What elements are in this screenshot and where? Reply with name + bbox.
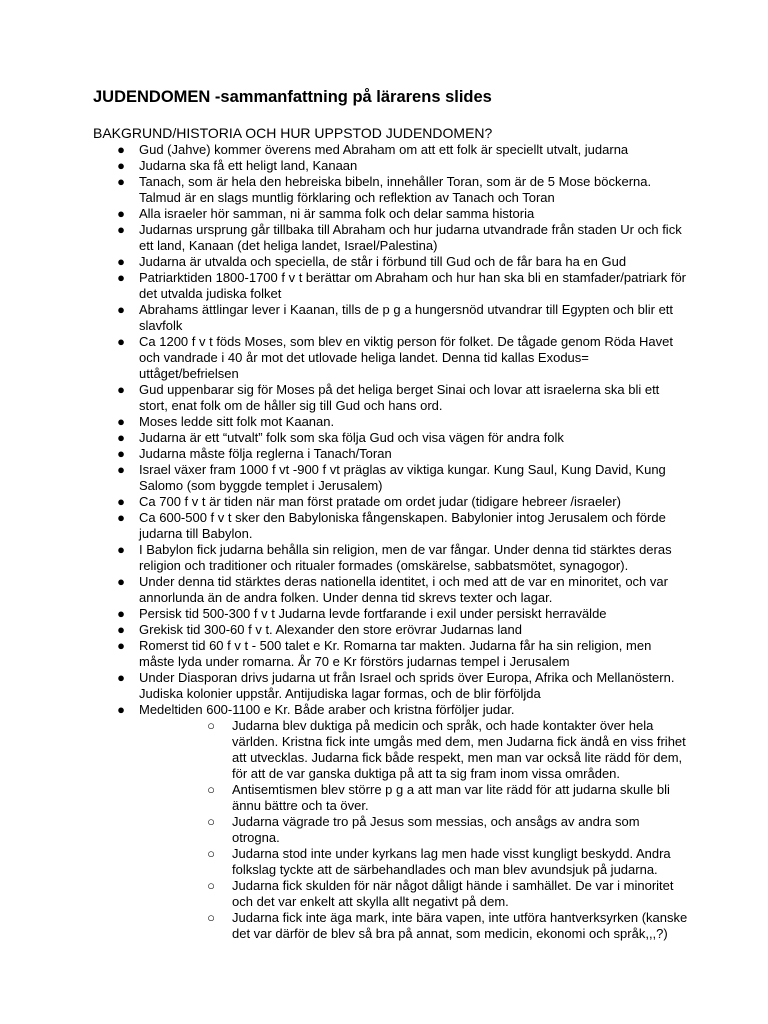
circle-bullet-icon: ○ bbox=[207, 782, 215, 797]
bullet-icon: ● bbox=[117, 334, 125, 349]
list-item bbox=[93, 494, 688, 510]
list-item-text: Gud (Jahve) kommer överens med Abraham om att ett folk är speciellt utvalt, judarna bbox=[139, 142, 629, 157]
list-item bbox=[93, 462, 688, 494]
sub-list-item-text: Judarna stod inte under kyrkans lag men hade visst kungligt beskydd. Andra folkslag tyckte att de särbehandlades och man blev avundsjuk på judarna. bbox=[232, 846, 671, 877]
bullet-icon: ● bbox=[117, 446, 125, 461]
sub-list-item bbox=[139, 846, 688, 878]
list-item bbox=[93, 270, 688, 302]
list-item-text: Israel växer fram 1000 f vt -900 f vt präglas av viktiga kungar. Kung Saul, Kung David, Kung Salomo (som byggde templet i Jerusalem) bbox=[139, 462, 666, 493]
list-item-text: Moses ledde sitt folk mot Kaanan. bbox=[139, 414, 335, 429]
bullet-icon: ● bbox=[117, 382, 125, 397]
list-item bbox=[93, 574, 688, 606]
circle-bullet-icon: ○ bbox=[207, 878, 215, 893]
bullet-icon: ● bbox=[117, 702, 125, 717]
sub-list-item-text: Judarna vägrade tro på Jesus som messias, och ansågs av andra som otrogna. bbox=[232, 814, 640, 845]
list-item-text: Persisk tid 500-300 f v t Judarna levde fortfarande i exil under persiskt herravälde bbox=[139, 606, 607, 621]
sub-list-item-text: Antisemtismen blev större p g a att man var lite rädd för att judarna skulle bli ännu bättre och ta över. bbox=[232, 782, 670, 813]
sub-list-item bbox=[139, 782, 688, 814]
list-item-text: Ca 700 f v t är tiden när man först pratade om ordet judar (tidigare hebreer /israeler) bbox=[139, 494, 621, 509]
bullet-icon: ● bbox=[117, 174, 125, 189]
sub-list-item bbox=[139, 910, 688, 942]
bullet-icon: ● bbox=[117, 142, 125, 157]
bullet-icon: ● bbox=[117, 430, 125, 445]
sub-list-item bbox=[139, 718, 688, 782]
list-item-text: Judarnas ursprung går tillbaka till Abraham och hur judarna utvandrade från staden Ur och fick ett land, Kanaan (det heliga landet, Israel/Palestina) bbox=[139, 222, 682, 253]
list-item-text: Patriarktiden 1800-1700 f v t berättar om Abraham och hur han ska bli en stamfader/patriark för det utvalda judiska folket bbox=[139, 270, 687, 301]
list-item-text: Ca 1200 f v t föds Moses, som blev en viktig person för folket. De tågade genom Röda Havet och vandrade i 40 år mot det utlovade heliga landet. Denna tid kallas Exodus= uttåget/befrielsen bbox=[139, 334, 674, 381]
bullet-icon: ● bbox=[117, 542, 125, 557]
list-item-text: I Babylon fick judarna behålla sin religion, men de var fångar. Under denna tid stärktes deras religion och traditioner och ritualer formades (omskärelse, sabbatsmötet, synagogor). bbox=[139, 542, 672, 573]
list-item-text: Judarna måste följa reglerna i Tanach/Toran bbox=[139, 446, 392, 461]
list-item-text: Abrahams ättlingar lever i Kaanan, tills de p g a hungersnöd utvandrar till Egypten och blir ett slavfolk bbox=[139, 302, 674, 333]
list-item-text: Judarna är utvalda och speciella, de står i förbund till Gud och de får bara ha en Gud bbox=[139, 254, 627, 269]
sub-list-item-text: Judarna fick skulden för när något dåligt hände i samhället. De var i minoritet och det var enkelt att skylla allt negativt på dem. bbox=[232, 878, 674, 909]
list-item-text: Romerst tid 60 f v t - 500 talet e Kr. Romarna tar makten. Judarna får ha sin religion, men måste lyda under romarna. År 70 e Kr förstörs judarnas tempel i Jerusalem bbox=[139, 638, 652, 669]
list-item bbox=[93, 302, 688, 334]
circle-bullet-icon: ○ bbox=[207, 814, 215, 829]
list-item-text: Tanach, som är hela den hebreiska bibeln, innehåller Toran, som är de 5 Mose böckerna. Talmud är en slags muntlig förklaring och reflektion av Tanach och Toran bbox=[139, 174, 652, 205]
circle-bullet-icon: ○ bbox=[207, 846, 215, 861]
list-item bbox=[93, 414, 688, 430]
bullet-icon: ● bbox=[117, 222, 125, 237]
sub-list-item-text: Judarna fick inte äga mark, inte bära vapen, inte utföra hantverksyrken (kanske det var därför de blev så bra på annat, som medicin, ekonomi och språk,,,?) bbox=[232, 910, 688, 941]
bullet-icon: ● bbox=[117, 622, 125, 637]
list-item bbox=[93, 222, 688, 254]
list-item-text: Grekisk tid 300-60 f v t. Alexander den store erövrar Judarnas land bbox=[139, 622, 522, 637]
bullet-icon: ● bbox=[117, 462, 125, 477]
list-item-text: Under Diasporan drivs judarna ut från Israel och sprids över Europa, Afrika och Mellanöstern. Judiska kolonier uppstår. Antijudiska lagar formas, och de blir förföljda bbox=[139, 670, 675, 701]
list-item-text: Judarna är ett “utvalt” folk som ska följa Gud och visa vägen för andra folk bbox=[139, 430, 564, 445]
bullet-icon: ● bbox=[117, 510, 125, 525]
bullet-icon: ● bbox=[117, 254, 125, 269]
list-item bbox=[93, 542, 688, 574]
sub-list-item bbox=[139, 814, 688, 846]
section-heading: BAKGRUND/HISTORIA OCH HUR UPPSTOD JUDENDOMEN? bbox=[93, 125, 493, 141]
list-item bbox=[93, 382, 688, 414]
document-title: JUDENDOMEN -sammanfattning på lärarens slides bbox=[93, 88, 492, 106]
list-item-text: Judarna ska få ett heligt land, Kanaan bbox=[139, 158, 358, 173]
bullet-icon: ● bbox=[117, 414, 125, 429]
bullet-icon: ● bbox=[117, 302, 125, 317]
list-item-text: Medeltiden 600-1100 e Kr. Både araber och kristna förföljer judar. bbox=[139, 702, 515, 717]
bullet-icon: ● bbox=[117, 206, 125, 221]
list-item bbox=[93, 638, 688, 670]
sub-list-item bbox=[139, 878, 688, 910]
bullet-icon: ● bbox=[117, 638, 125, 653]
list-item bbox=[93, 622, 688, 638]
circle-bullet-icon: ○ bbox=[207, 910, 215, 925]
bullet-icon: ● bbox=[117, 606, 125, 621]
bullet-icon: ● bbox=[117, 158, 125, 173]
list-item bbox=[93, 670, 688, 702]
list-item bbox=[93, 510, 688, 542]
sub-bullet-list bbox=[139, 718, 688, 942]
list-item-text: Ca 600-500 f v t sker den Babyloniska fångenskapen. Babylonier intog Jerusalem och förde judarna till Babylon. bbox=[139, 510, 666, 541]
list-item bbox=[93, 702, 688, 942]
list-item bbox=[93, 174, 688, 206]
bullet-list bbox=[93, 142, 688, 942]
bullet-icon: ● bbox=[117, 670, 125, 685]
list-item-text: Gud uppenbarar sig för Moses på det heliga berget Sinai och lovar att israelerna ska bli ett stort, enat folk om de håller sig till Gud och hans ord. bbox=[139, 382, 660, 413]
list-item-text: Under denna tid stärktes deras nationella identitet, i och med att de var en minoritet, och var annorlunda än de andra folken. Under denna tid skrevs texter och lagar. bbox=[139, 574, 668, 605]
list-item bbox=[93, 254, 688, 270]
list-item bbox=[93, 206, 688, 222]
bullet-icon: ● bbox=[117, 270, 125, 285]
list-item bbox=[93, 606, 688, 622]
list-item bbox=[93, 142, 688, 158]
list-item bbox=[93, 334, 688, 382]
list-item-text: Alla israeler hör samman, ni är samma folk och delar samma historia bbox=[139, 206, 535, 221]
circle-bullet-icon: ○ bbox=[207, 718, 215, 733]
list-item bbox=[93, 430, 688, 446]
bullet-icon: ● bbox=[117, 494, 125, 509]
list-item bbox=[93, 446, 688, 462]
bullet-icon: ● bbox=[117, 574, 125, 589]
list-item bbox=[93, 158, 688, 174]
sub-list-item-text: Judarna blev duktiga på medicin och språk, och hade kontakter över hela världen. Kristna fick inte umgås med dem, men Judarna fick ändå en viss frihet att utvecklas. Judarna fick både respekt, men man var också lite rädd för dem, för att de var ganska duktiga på att ta sig fram inom vissa områden. bbox=[232, 718, 686, 781]
